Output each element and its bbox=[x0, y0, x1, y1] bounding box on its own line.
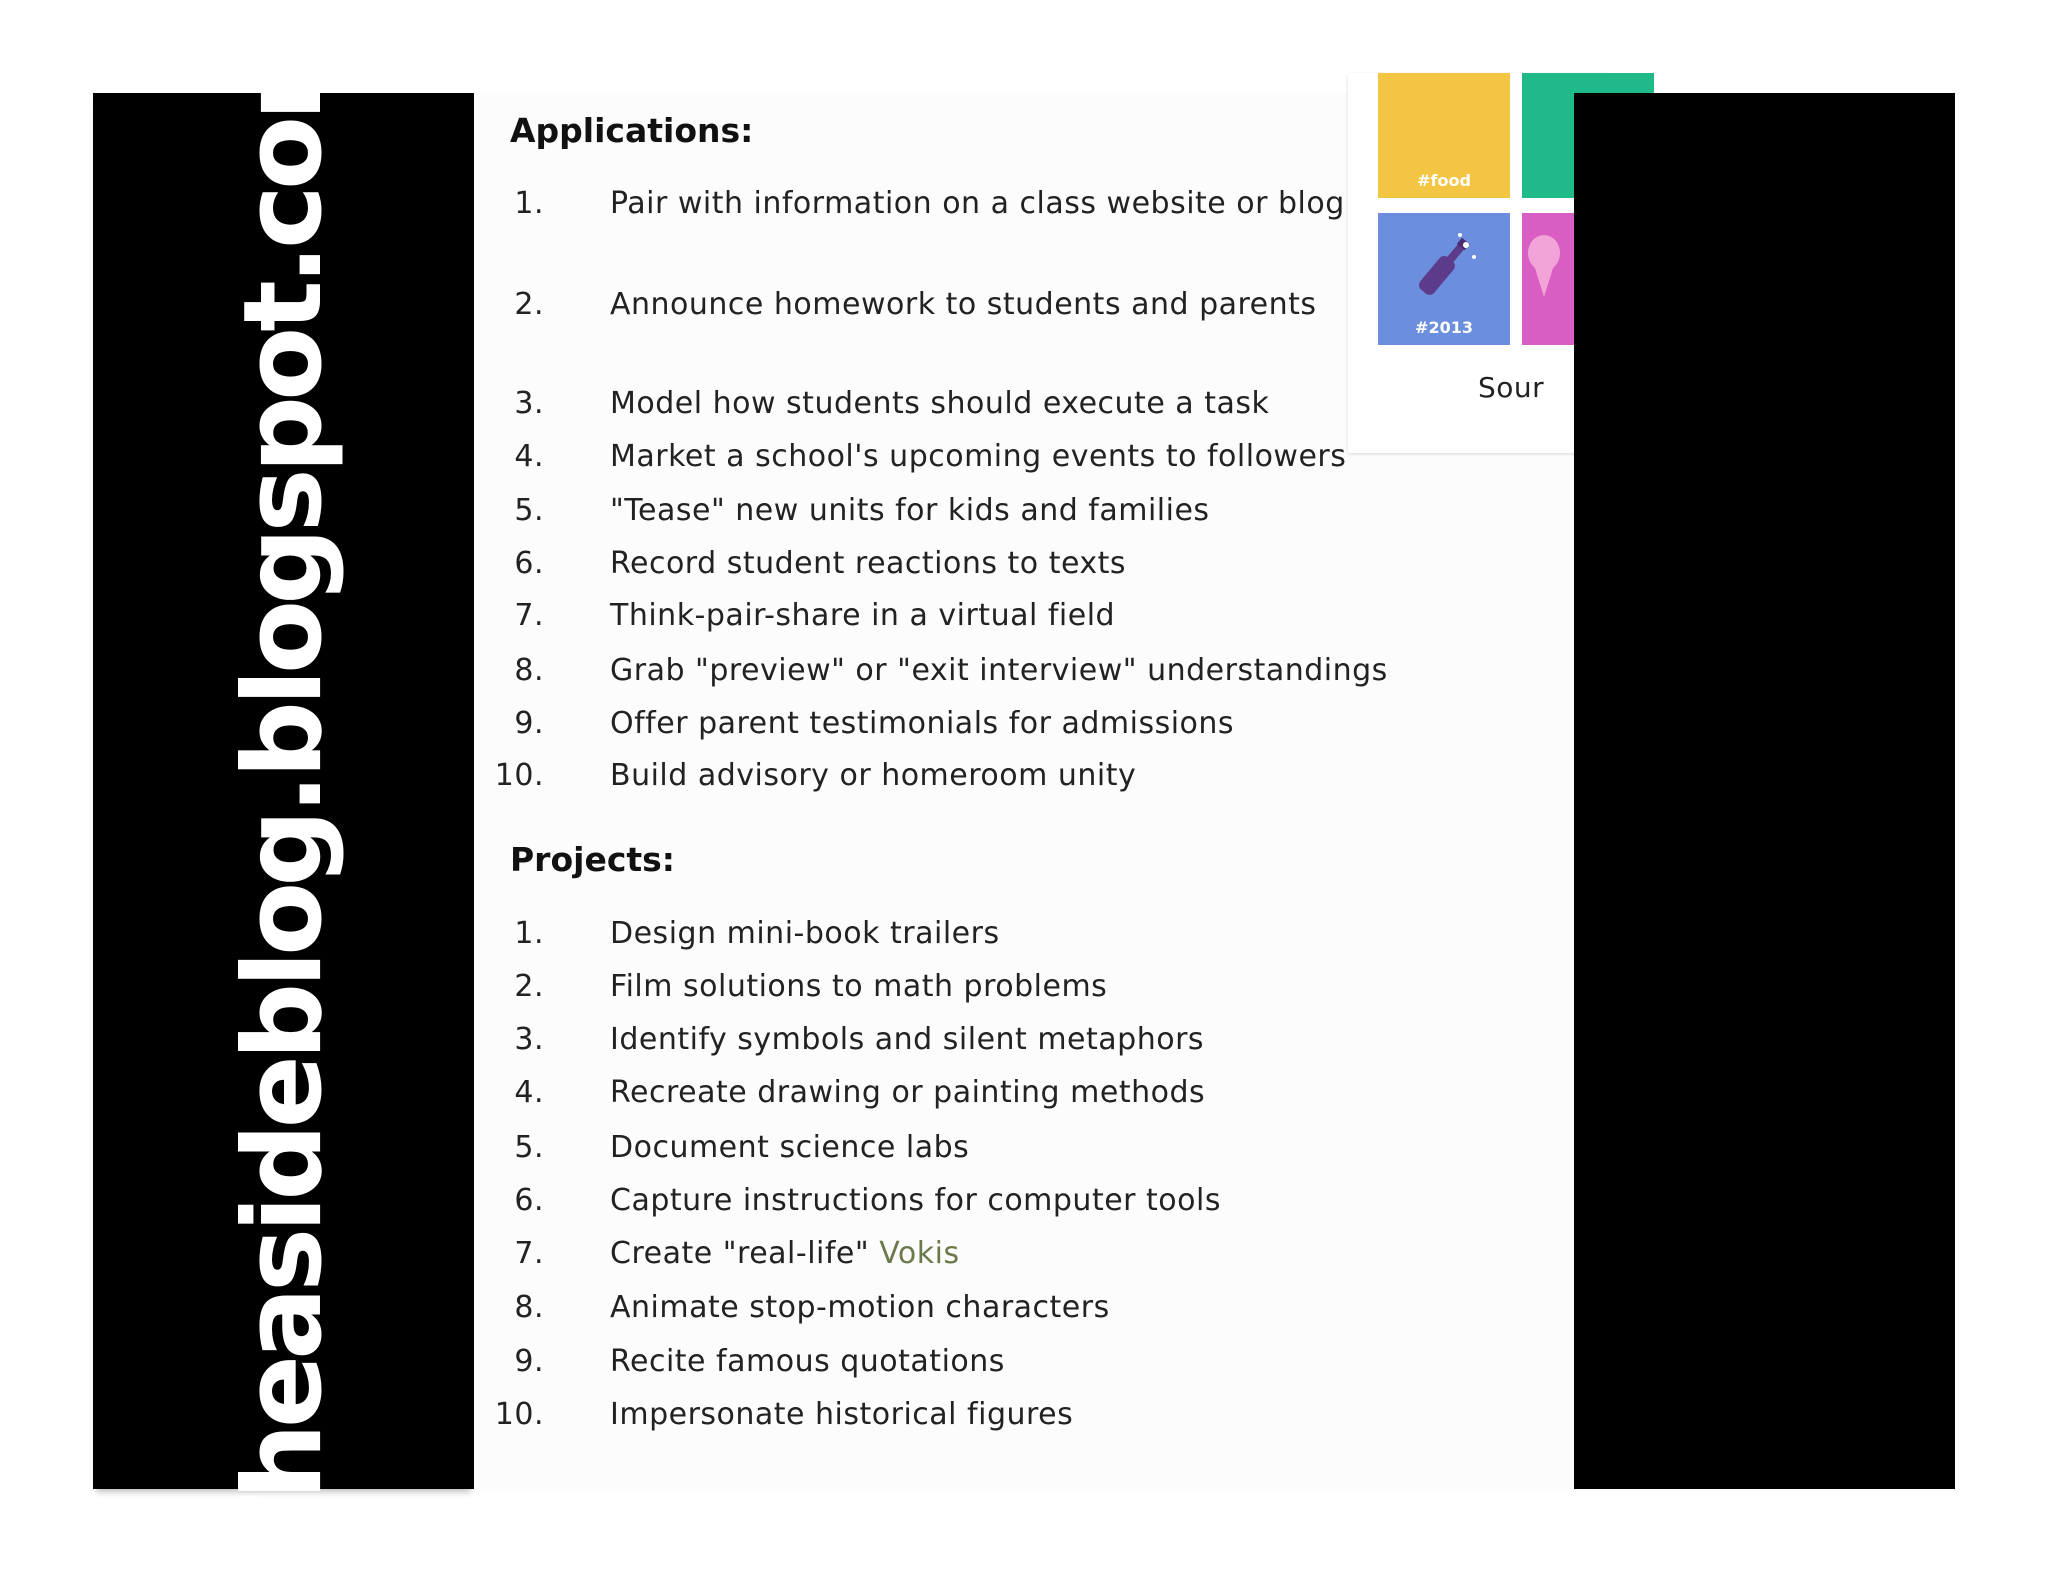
list-item-number: 6. bbox=[514, 546, 544, 581]
list-item-number: 9. bbox=[514, 706, 544, 741]
list-item-text: Recite famous quotations bbox=[610, 1344, 1005, 1379]
right-black-bar bbox=[1574, 93, 1955, 1489]
list-item-text: Recreate drawing or painting methods bbox=[610, 1075, 1206, 1110]
list-item-text: Capture instructions for computer tools bbox=[610, 1183, 1221, 1218]
list-item-number: 2. bbox=[514, 969, 544, 1004]
list-item-number: 4. bbox=[514, 1075, 544, 1110]
left-black-bar bbox=[93, 13, 474, 1569]
list-item-number: 4. bbox=[514, 439, 544, 474]
list-item-number: 1. bbox=[514, 916, 544, 951]
projects-list bbox=[474, 93, 1574, 1489]
list-item-number: 10. bbox=[494, 758, 544, 793]
list-item-text bbox=[610, 1231, 1450, 1277]
list-item-number: 8. bbox=[514, 653, 544, 688]
list-item-number: 7. bbox=[514, 1236, 544, 1271]
blog-watermark: Theasideblog.blogspot.com bbox=[220, 13, 346, 1569]
applications-heading: Applications: bbox=[510, 111, 754, 150]
list-item-number: 2. bbox=[514, 287, 544, 322]
list-item-text: Model how students should execute a task bbox=[610, 386, 1270, 421]
list-item-number: 7. bbox=[514, 598, 544, 633]
list-item-number: 1. bbox=[514, 186, 544, 221]
list-item-number: 6. bbox=[514, 1183, 544, 1218]
list-item-text: Impersonate historical figures bbox=[610, 1397, 1074, 1432]
promo-source-caption: Sour bbox=[1478, 371, 1545, 404]
list-item-text: Build advisory or homeroom unity bbox=[610, 758, 1137, 793]
list-item-text: Offer parent testimonials for admissions bbox=[610, 706, 1235, 741]
tile-food-label: #food bbox=[1417, 171, 1471, 190]
list-item-number: 10. bbox=[494, 1397, 544, 1432]
list-item-text: Animate stop-motion characters bbox=[610, 1290, 1110, 1325]
list-item-number: 5. bbox=[514, 1130, 544, 1165]
list-item-number: 5. bbox=[514, 493, 544, 528]
article-content bbox=[474, 93, 1574, 1489]
list-item-text: Announce homework to students and parents bbox=[610, 287, 1317, 322]
list-item-text: Pair with information on a class website or blog bbox=[610, 186, 1345, 221]
list-item-text: "Tease" new units for kids and families bbox=[610, 493, 1210, 528]
tile-2013-label: #2013 bbox=[1415, 318, 1473, 337]
list-item-text: Market a school's upcoming events to followers bbox=[610, 439, 1347, 474]
list-item-number: 9. bbox=[514, 1344, 544, 1379]
list-item-number: 3. bbox=[514, 1022, 544, 1057]
list-item-text: Document science labs bbox=[610, 1130, 970, 1165]
list-item-text: Record student reactions to texts bbox=[610, 546, 1127, 581]
projects-heading: Projects: bbox=[510, 840, 675, 879]
list-item-number: 8. bbox=[514, 1290, 544, 1325]
list-item-text: Grab "preview" or "exit interview" understandings bbox=[610, 653, 1388, 688]
list-item-text-prefix: Create "real-life" bbox=[610, 1236, 880, 1271]
list-item-text: Identify symbols and silent metaphors bbox=[610, 1022, 1205, 1057]
list-item-text: Film solutions to math problems bbox=[610, 969, 1108, 1004]
list-item-number: 3. bbox=[514, 386, 544, 421]
vokis-link[interactable]: Vokis bbox=[879, 1236, 960, 1271]
list-item-text: Design mini-book trailers bbox=[610, 916, 1000, 951]
list-item-text: Think-pair-share in a virtual field bbox=[610, 598, 1116, 633]
